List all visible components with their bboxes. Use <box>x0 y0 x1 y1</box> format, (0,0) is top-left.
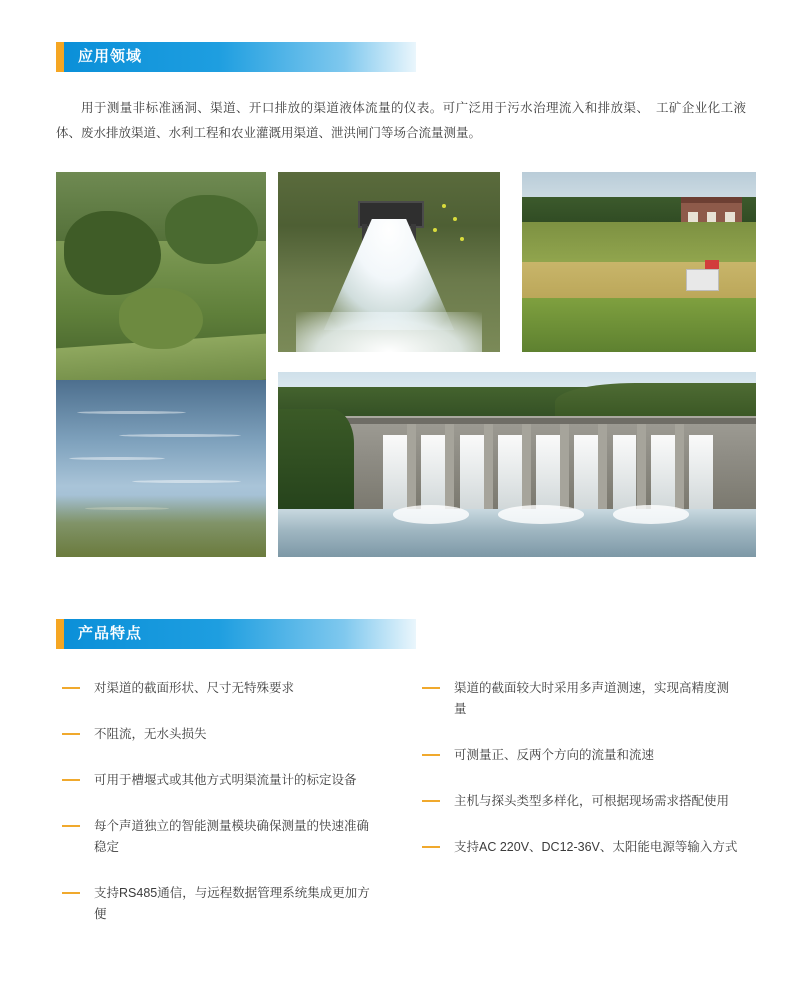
photo-ripple <box>69 457 166 460</box>
photo-pier <box>445 424 454 509</box>
photo-bush <box>165 195 257 264</box>
photo-ripple <box>77 411 186 414</box>
photo-tractor-body <box>686 269 718 291</box>
river-channel-photo <box>56 172 266 557</box>
photo-waterfall <box>613 435 637 513</box>
feature-text: 支持RS485通信，与远程数据管理系统集成更加方便 <box>94 886 370 921</box>
photo-waterfall <box>460 435 484 513</box>
feature-text: 可用于槽堰式或其他方式明渠流量计的标定设备 <box>94 773 357 787</box>
photo-ripple <box>132 480 241 483</box>
photo-window <box>707 212 717 221</box>
section-title-application: 应用领域 <box>78 48 143 65</box>
photo-ripple <box>119 434 241 437</box>
section-title-features: 产品特点 <box>78 625 143 642</box>
feature-column-right <box>422 678 742 883</box>
photo-waterfall <box>574 435 598 513</box>
dash-bullet-icon <box>62 779 80 781</box>
list-item <box>62 816 382 858</box>
application-paragraph: 用于测量非标准涵洞、渠道、开口排放的渠道液体流量的仪表。可广泛用于污水治理流入和排放渠、 工矿企业化工液体、废水排放渠道、水利工程和农业灌溉用渠道、泄洪闸门等场合流量测量。 <box>56 101 746 140</box>
photo-leaf-speck <box>460 237 464 241</box>
list-item <box>62 678 382 699</box>
feature-text: 每个声道独立的智能测量模块确保测量的快速准确稳定 <box>94 819 370 854</box>
photo-pier <box>407 424 416 509</box>
photo-foam <box>613 505 689 524</box>
photo-pier <box>560 424 569 509</box>
photo-pier <box>675 424 684 509</box>
application-gallery <box>56 172 756 572</box>
photo-foam <box>296 312 482 352</box>
photo-window <box>725 212 735 221</box>
dash-bullet-icon <box>422 800 440 802</box>
dam-spillway-photo <box>278 372 756 557</box>
photo-foam <box>498 505 584 524</box>
photo-pier <box>637 424 646 509</box>
photo-pier <box>598 424 607 509</box>
photo-foam <box>393 505 469 524</box>
photo-crop-strip-foreground <box>522 298 756 352</box>
dash-bullet-icon <box>62 687 80 689</box>
dash-bullet-icon <box>422 846 440 848</box>
feature-text: 主机与探头类型多样化，可根据现场需求搭配使用 <box>454 794 730 808</box>
photo-waterfall <box>498 435 522 513</box>
list-item <box>422 678 742 720</box>
photo-waterfall <box>383 435 407 513</box>
photo-waterfall <box>536 435 560 513</box>
list-item <box>62 883 382 925</box>
photo-foreground-grass <box>56 495 266 557</box>
photo-waterfall <box>421 435 445 513</box>
dash-bullet-icon <box>422 687 440 689</box>
irrigation-field-photo <box>522 172 756 352</box>
dash-bullet-icon <box>62 733 80 735</box>
section-header-application <box>56 42 416 72</box>
dash-bullet-icon <box>62 892 80 894</box>
feature-text: 支持AC 220V、DC12-36V、太阳能电源等输入方式 <box>454 840 738 854</box>
list-item <box>422 745 742 766</box>
section-header-features <box>56 619 416 649</box>
feature-column-left <box>62 678 382 950</box>
photo-left-trees <box>278 409 354 524</box>
list-item <box>62 770 382 791</box>
list-item <box>422 791 742 812</box>
photo-bush <box>119 288 203 350</box>
photo-pier <box>522 424 531 509</box>
photo-window <box>688 212 698 221</box>
list-item <box>422 837 742 858</box>
feature-text: 渠道的截面较大时采用多声道测速，实现高精度测量 <box>454 681 730 716</box>
header-accent-bar <box>56 619 64 649</box>
photo-pier <box>484 424 493 509</box>
feature-text: 可测量正、反两个方向的流量和流速 <box>454 748 655 762</box>
weir-gate-photo <box>278 172 500 352</box>
feature-text: 不阻流，无水头损失 <box>94 727 207 741</box>
dash-bullet-icon <box>422 754 440 756</box>
photo-waterfall <box>651 435 675 513</box>
list-item <box>62 724 382 745</box>
feature-text: 对渠道的截面形状、尺寸无特殊要求 <box>94 681 295 695</box>
photo-waterfall <box>689 435 713 513</box>
header-accent-bar <box>56 42 64 72</box>
dash-bullet-icon <box>62 825 80 827</box>
photo-bush <box>64 211 161 296</box>
